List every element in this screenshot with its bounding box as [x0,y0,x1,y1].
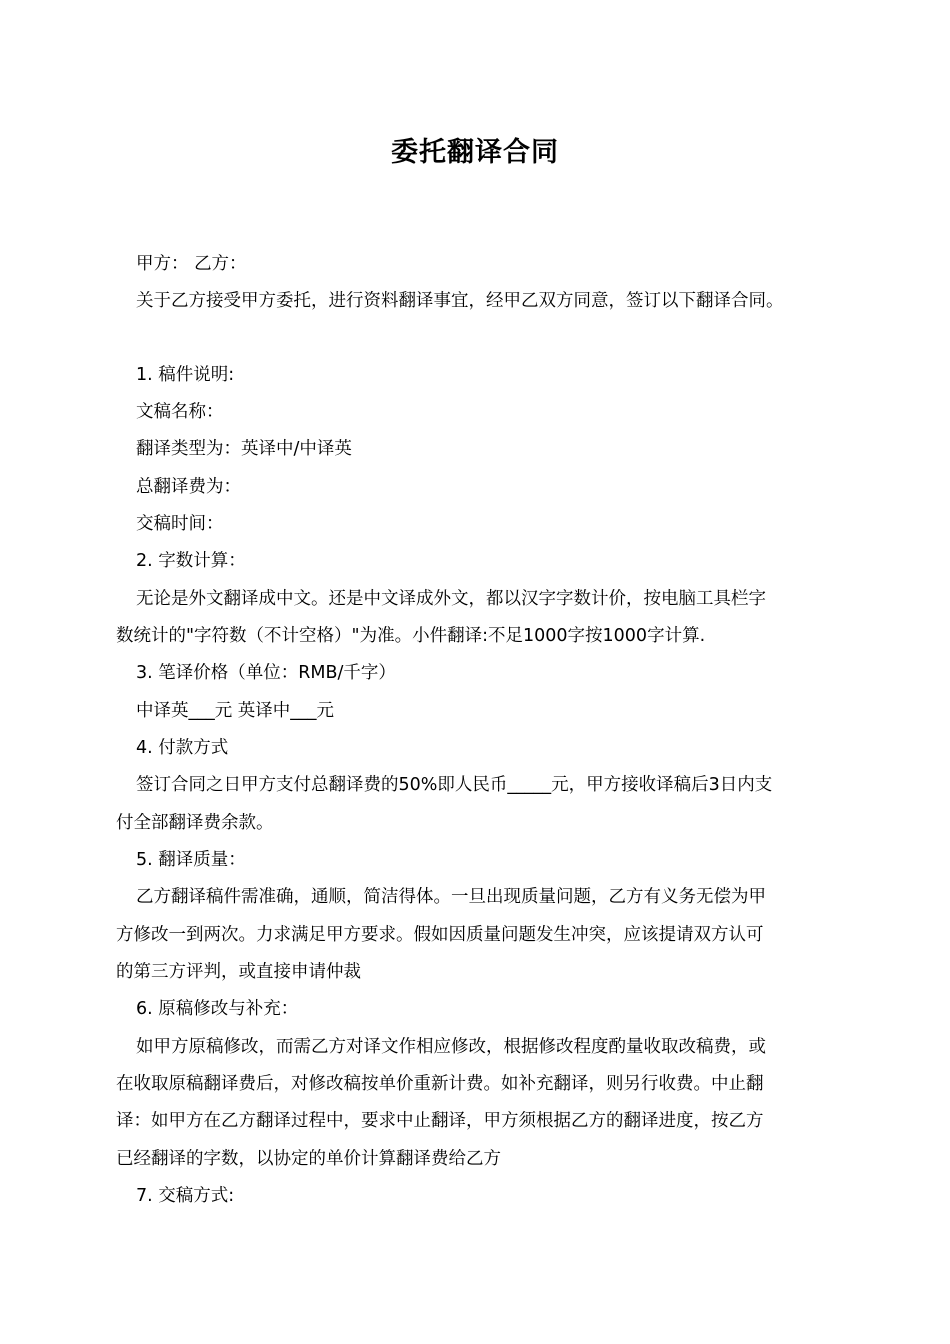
document-title: 委托翻译合同 [391,137,559,168]
section-6-heading: 6. 原稿修改与补充： [136,999,299,1019]
section-6-text-line: 译：如甲方在乙方翻译过程中，要求中止翻译，甲方须根据乙方的翻译进度，按乙方 [116,1111,764,1131]
manuscript-name-field: 文稿名称： [136,402,224,422]
section-5-text-line: 的第三方评判，或直接申请仲裁 [116,962,361,982]
price-line: 中译英___元 英译中___元 [136,701,335,721]
section-2-heading: 2. 字数计算： [136,551,246,571]
section-4-text-line: 付全部翻译费余款。 [116,813,274,833]
section-3-heading: 3. 笔译价格（单位：RMB/千字） [136,663,396,683]
section-7-heading: 7. 交稿方式: [136,1186,235,1206]
section-4-text-line: 签订合同之日甲方支付总翻译费的50%即人民币_____元，甲方接收译稿后3日内支 [136,775,773,795]
section-2-text-line: 数统计的"字符数（不计空格）"为准。小件翻译:不足1000字按1000字计算. [116,626,706,646]
delivery-time-field: 交稿时间： [136,514,224,534]
total-fee-field: 总翻译费为： [136,477,241,497]
section-6-text-line: 如甲方原稿修改，而需乙方对译文作相应修改，根据修改程度酌量收取改稿费，或 [136,1037,766,1057]
section-5-text-line: 乙方翻译稿件需准确，通顺，简洁得体。一旦出现质量问题，乙方有义务无偿为甲 [136,887,766,907]
section-6-text-line: 在收取原稿翻译费后，对修改稿按单价重新计费。如补充翻译，则另行收费。中止翻 [116,1074,764,1094]
section-2-text-line: 无论是外文翻译成中文。还是中文译成外文，都以汉字字数计价，按电脑工具栏字 [136,589,766,609]
translation-type-field: 翻译类型为：英译中/中译英 [136,439,352,459]
section-5-text-line: 方修改一到两次。力求满足甲方要求。假如因质量问题发生冲突，应该提请双方认可 [116,925,764,945]
intro-paragraph: 关于乙方接受甲方委托，进行资料翻译事宜，经甲乙双方同意，签订以下翻译合同。 [136,291,784,311]
section-1-heading: 1. 稿件说明: [136,365,235,385]
parties-line: 甲方： 乙方： [136,254,247,274]
section-6-text-line: 已经翻译的字数，以协定的单价计算翻译费给乙方 [116,1149,501,1169]
section-4-heading: 4. 付款方式 [136,738,229,758]
section-5-heading: 5. 翻译质量： [136,850,246,870]
